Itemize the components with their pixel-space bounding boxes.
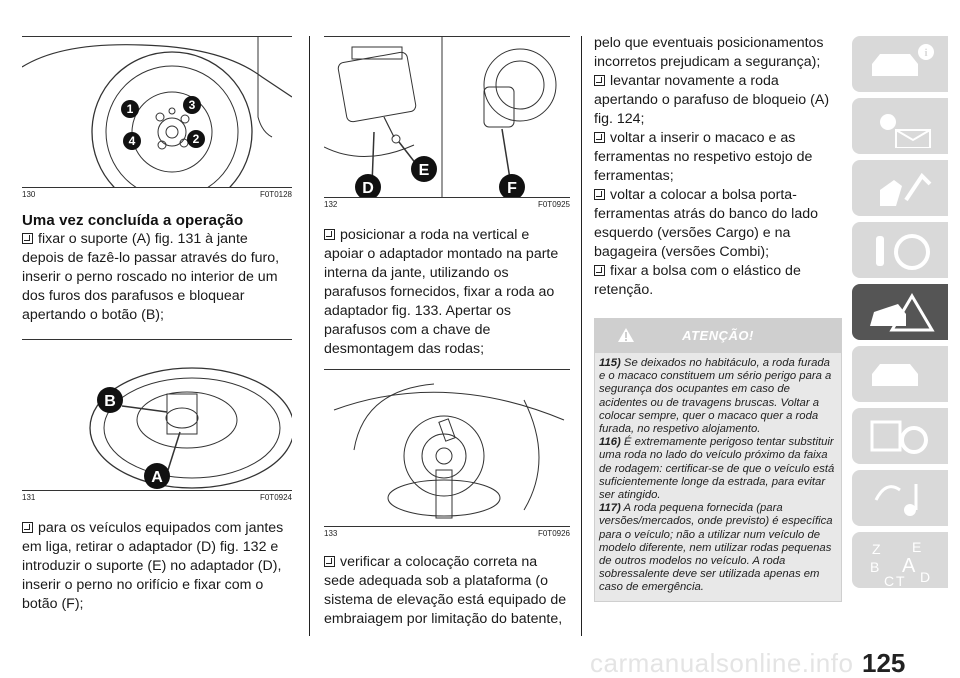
specs-gear-icon [866,414,936,458]
index-letter: D [920,569,931,585]
figure-label-F: F [507,180,517,197]
instruction-item: voltar a inserir o macaco e as ferramentas no respetivo estojo de ferramentas; [594,130,813,184]
figure-number: 133 [324,529,338,538]
warning-body [595,353,841,601]
car-info-icon [866,42,936,86]
figure-130-caption [22,188,292,202]
checkbox-bullet-icon [324,229,335,240]
adapter-fixing-illustration [324,370,570,527]
warning-box [594,318,842,602]
figure-number: 132 [324,200,338,209]
watermark: carmanualsonline.info [590,648,854,678]
column-2 [324,0,570,629]
figure-133 [324,369,570,527]
car-service-icon [866,352,936,396]
checkbox-bullet-icon [594,189,605,200]
warning-note-115: 115) Se deixados no habitáculo, a roda furada e o macaco constituem um sério perigo para a segurança dos ocupantes em caso de acidentes ou de travagens bruscas. Voltar a colocar sempre, quer o macaco quer a roda furada, no respetivo alojamento. [599,357,832,436]
instruction-item: posicionar a roda na vertical e apoiar o adaptador montado na parte interna da jante, utilizando os parafusos fornecidos, fixar a roda ao adaptador fig. 133. Apertar os parafusos com a chave de desmontagem das rodas; [324,227,559,357]
index-letter: Z [872,541,881,557]
multimedia-icon [866,476,936,520]
tab-emergency[interactable] [852,284,948,340]
checkbox-bullet-icon [22,233,33,244]
figure-code: F0T0128 [259,190,292,199]
key-steering-icon [866,228,936,272]
instruction-item: verificar a colocação correta na sede adequada sob a plataforma (o sistema de elevação está equipado de embraiagem por limitação do batente, [324,554,567,627]
wheel-nuts-illustration [22,37,292,188]
checkbox-bullet-icon [594,75,605,86]
column-divider-right [581,36,582,636]
figure-code: F0T0924 [259,493,292,502]
index-letters-icon [866,538,936,588]
index-letter: B [870,559,880,575]
instruction-item: fixar o suporte (A) fig. 131 à jante depois de fazê-lo passar através do furo, inserir o perno roscado no interior de um dos furos dos parafusos e bloquear apertando o botão (B); [22,231,280,323]
figure-133-caption [324,527,570,541]
figure-label-2: 2 [192,132,200,146]
figure-label-3: 3 [188,98,196,112]
checkbox-bullet-icon [594,132,605,143]
figure-label-1: 1 [126,102,134,116]
instruction-item: voltar a colocar a bolsa porta-ferramentas atrás do banco do lado esquerdo (versões Cargo) e na bagageira (versões Combi); [594,187,818,260]
index-letter: T [896,573,905,588]
checkbox-bullet-icon [22,522,33,533]
warning-triangle-icon [617,327,635,343]
spare-wheel-mount-illustration [22,340,292,491]
tab-warning-lights[interactable] [852,98,948,154]
tab-car-info[interactable] [852,36,948,92]
figure-131 [22,339,292,491]
warning-title: ATENÇÃO! [682,328,754,343]
figure-label-4: 4 [128,134,136,148]
adapter-support-illustration [324,37,570,198]
figure-number: 131 [22,493,36,502]
column-3 [594,0,842,602]
warning-lights-icon [866,104,936,148]
checkbox-bullet-icon [594,265,605,276]
figure-label-D: D [362,180,374,197]
tab-seat-airbag[interactable] [852,160,948,216]
index-letter: A [902,555,916,577]
tab-specs[interactable] [852,408,948,464]
warning-note-117: 117) A roda pequena fornecida (para versões/mercados, onde previsto) é específica para o veículo; não a utilizar num veículo de modelo diferente, nem utilizar rodas pequenas de outros modelos no veículo. A roda sobressalente deve ser utilizada apenas em caso de emergência. [599,502,833,594]
section-heading: Uma vez concluída a operação [22,212,244,229]
seat-airbag-icon [866,166,936,210]
instruction-item: para os veículos equipados com jantes em liga, retirar o adaptador (D) fig. 132 e introduzir o suporte (E) no adaptador (D), inserir o perno no orifício e fixar com o botão (F); [22,520,284,612]
tab-index[interactable] [852,532,948,588]
tab-multimedia[interactable] [852,470,948,526]
figure-131-caption [22,491,292,505]
checkbox-bullet-icon [324,556,335,567]
figure-label-E: E [418,162,430,179]
column-1 [22,0,292,614]
figure-code: F0T0926 [537,529,570,538]
warning-note-116: 116) É extremamente perigoso tentar substituir uma roda no lado do veículo próximo da faixa de rodagem: certificar-se de que o veículo está suficientemente longe da estrada, para evitar ser atingido. [599,436,835,502]
tab-car-service[interactable] [852,346,948,402]
figure-number: 130 [22,190,36,199]
column-divider-left [309,36,310,636]
instruction-item: levantar novamente a roda apertando o parafuso de bloqueio (A) fig. 124; [594,73,830,127]
figure-132 [324,36,570,198]
page-number: 125 [862,648,906,678]
index-letter: C [884,573,895,588]
warning-header [595,319,841,353]
index-letter: E [912,539,922,555]
svg-text:i: i [924,47,928,59]
figure-130 [22,36,292,188]
tab-key-steering[interactable] [852,222,948,278]
continued-text: pelo que eventuais posicionamentos incorretos prejudicam a segurança); [594,35,824,70]
figure-code: F0T0925 [537,200,570,209]
instruction-item: fixar a bolsa com o elástico de retenção. [594,263,801,298]
figure-label-A: A [151,469,163,486]
figure-132-caption [324,198,570,212]
emergency-car-icon [866,290,936,334]
figure-label-B: B [104,393,116,410]
